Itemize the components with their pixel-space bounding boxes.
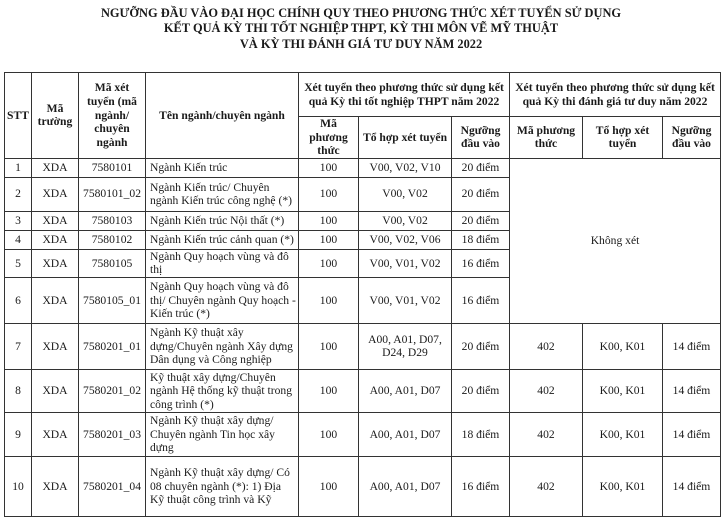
cell-tohop: A00, A01, D07, D24, D29 xyxy=(359,323,452,369)
cell-truong: XDA xyxy=(32,249,79,277)
cell-truong: XDA xyxy=(32,277,79,323)
cell-stt: 3 xyxy=(5,211,32,230)
cell-tohop: V00, V02, V06 xyxy=(359,230,452,249)
cell-truong: XDA xyxy=(32,230,79,249)
cell-nguong: 20 điểm xyxy=(452,369,510,412)
header-ma-truong: Mã trường xyxy=(32,73,79,159)
header-group-dgtd: Xét tuyển theo phương thức sử dụng kết quả Kỳ thi đánh giá tư duy năm 2022 xyxy=(510,73,721,117)
cell-khong-xet: Không xét xyxy=(510,158,721,323)
header-to-hop: Tổ hợp xét tuyển xyxy=(359,117,452,159)
header-group-thpt: Xét tuyển theo phương thức sử dụng kết quả Kỳ thi tốt nghiệp THPT năm 2022 xyxy=(299,73,510,117)
cell-nguong: 20 điểm xyxy=(452,177,510,211)
cell-nguong: 16 điểm xyxy=(452,249,510,277)
cell-stt: 8 xyxy=(5,369,32,412)
table-row xyxy=(5,456,721,516)
cell-tohop2: K00, K01 xyxy=(583,323,663,369)
cell-tohop: V00, V01, V02 xyxy=(359,277,452,323)
cell-ten: Ngành Quy hoạch vùng và đô thị/ Chuyên ngành Quy hoạch - Kiến trúc (*) xyxy=(146,277,299,323)
cell-ma: 7580201_03 xyxy=(79,412,146,456)
cell-pt: 100 xyxy=(299,249,359,277)
cell-truong: XDA xyxy=(32,211,79,230)
cell-ten: Ngành Kỹ thuật xây dựng/ Chuyên ngành Tin học xây dựng xyxy=(146,412,299,456)
header-stt: STT xyxy=(5,73,32,159)
cell-nguong: 16 điểm xyxy=(452,277,510,323)
cell-stt: 9 xyxy=(5,412,32,456)
cell-ten-text: Ngành Kỹ thuật xây dựng/ Có 08 chuyên ngành (*): 1) Địa Kỹ thuật công trình và Kỹ xyxy=(150,466,290,507)
cell-ten: Ngành Kiến trúc cảnh quan (*) xyxy=(146,230,299,249)
document-title xyxy=(0,6,722,52)
cell-ma: 7580103 xyxy=(79,211,146,230)
title-line-1: NGƯỠNG ĐẦU VÀO ĐẠI HỌC CHÍNH QUY THEO PHƯƠNG THỨC XÉT TUYỂN SỬ DỤNG xyxy=(100,6,622,20)
cell-pt: 100 xyxy=(299,412,359,456)
cell-pt2: 402 xyxy=(510,412,583,456)
cell-pt: 100 xyxy=(299,323,359,369)
cell-ma: 7580101_02 xyxy=(79,177,146,211)
cell-tohop: V00, V02 xyxy=(359,211,452,230)
cell-ma: 7580105_01 xyxy=(79,277,146,323)
header-ma-phuong-thuc-2: Mã phương thức xyxy=(510,117,583,159)
cell-tohop: V00, V02, V10 xyxy=(359,158,452,177)
cell-truong: XDA xyxy=(32,323,79,369)
cell-pt: 100 xyxy=(299,177,359,211)
cell-tohop2: K00, K01 xyxy=(583,456,663,516)
cell-nguong2: 14 điểm xyxy=(663,412,721,456)
cell-nguong2: 14 điểm xyxy=(663,323,721,369)
header-ten-nganh: Tên ngành/chuyên ngành xyxy=(146,73,299,159)
cell-nguong2: 14 điểm xyxy=(663,456,721,516)
cell-ten: Ngành Quy hoạch vùng và đô thị xyxy=(146,249,299,277)
header-row-1 xyxy=(5,73,721,117)
cell-ma: 7580102 xyxy=(79,230,146,249)
cell-nguong: 18 điểm xyxy=(452,412,510,456)
cell-pt: 100 xyxy=(299,158,359,177)
cell-nguong: 16 điểm xyxy=(452,456,510,516)
cell-pt: 100 xyxy=(299,211,359,230)
cell-tohop: V00, V02 xyxy=(359,177,452,211)
cell-ma: 7580105 xyxy=(79,249,146,277)
cell-truong: XDA xyxy=(32,177,79,211)
cell-truong: XDA xyxy=(32,456,79,516)
cell-truong: XDA xyxy=(32,369,79,412)
cell-ma: 7580201_02 xyxy=(79,369,146,412)
table-row xyxy=(5,158,721,177)
title-line-2: KẾT QUẢ KỲ THI TỐT NGHIỆP THPT, KỲ THI MÔN VẼ MỸ THUẬT xyxy=(163,21,559,36)
cell-nguong: 20 điểm xyxy=(452,211,510,230)
cell-ma: 7580201_04 xyxy=(79,456,146,516)
header-nguong: Ngưỡng đầu vào xyxy=(452,117,510,159)
cell-ten: Ngành Kiến trúc/ Chuyên ngành Kiến trúc công nghệ (*) xyxy=(146,177,299,211)
cell-tohop: V00, V01, V02 xyxy=(359,249,452,277)
cell-tohop2: K00, K01 xyxy=(583,369,663,412)
cell-stt: 1 xyxy=(5,158,32,177)
cell-stt: 5 xyxy=(5,249,32,277)
cell-pt: 100 xyxy=(299,230,359,249)
cell-pt2: 402 xyxy=(510,456,583,516)
cell-pt: 100 xyxy=(299,277,359,323)
cell-nguong: 18 điểm xyxy=(452,230,510,249)
cell-tohop: A00, A01, D07 xyxy=(359,456,452,516)
cell-ten: Kỹ thuật xây dựng/Chuyên ngành Hệ thống kỹ thuật trong công trình (*) xyxy=(146,369,299,412)
cell-pt2: 402 xyxy=(510,369,583,412)
cell-nguong2: 14 điểm xyxy=(663,369,721,412)
cell-truong: XDA xyxy=(32,158,79,177)
header-nguong-2: Ngưỡng đầu vào xyxy=(663,117,721,159)
cell-ma: 7580101 xyxy=(79,158,146,177)
header-ma-xet-tuyen: Mã xét tuyển (mã ngành/ chuyên ngành xyxy=(79,73,146,159)
cell-ten: Ngành Kiến trúc xyxy=(146,158,299,177)
cell-stt: 10 xyxy=(5,456,32,516)
header-ma-phuong-thuc: Mã phương thức xyxy=(299,117,359,159)
cell-stt: 6 xyxy=(5,277,32,323)
table-row xyxy=(5,412,721,456)
title-line-3: VÀ KỲ THI ĐÁNH GIÁ TƯ DUY NĂM 2022 xyxy=(239,36,483,51)
cell-ma: 7580201_01 xyxy=(79,323,146,369)
cell-tohop2: K00, K01 xyxy=(583,412,663,456)
table-row xyxy=(5,369,721,412)
cell-pt2: 402 xyxy=(510,323,583,369)
cell-truong: XDA xyxy=(32,412,79,456)
header-to-hop-2: Tổ hợp xét tuyển xyxy=(583,117,663,159)
cell-pt: 100 xyxy=(299,369,359,412)
cell-tohop: A00, A01, D07 xyxy=(359,412,452,456)
cell-ten: Ngành Kiến trúc Nội thất (*) xyxy=(146,211,299,230)
admission-threshold-table xyxy=(4,72,721,517)
cell-stt: 4 xyxy=(5,230,32,249)
table-row xyxy=(5,323,721,369)
cell-pt: 100 xyxy=(299,456,359,516)
cell-nguong: 20 điểm xyxy=(452,323,510,369)
cell-ten xyxy=(146,456,299,516)
cell-nguong: 20 điểm xyxy=(452,158,510,177)
cell-ten: Ngành Kỹ thuật xây dựng/Chuyên ngành Xây dựng Dân dụng và Công nghiệp xyxy=(146,323,299,369)
cell-stt: 2 xyxy=(5,177,32,211)
cell-tohop: A00, A01, D07 xyxy=(359,369,452,412)
cell-stt: 7 xyxy=(5,323,32,369)
